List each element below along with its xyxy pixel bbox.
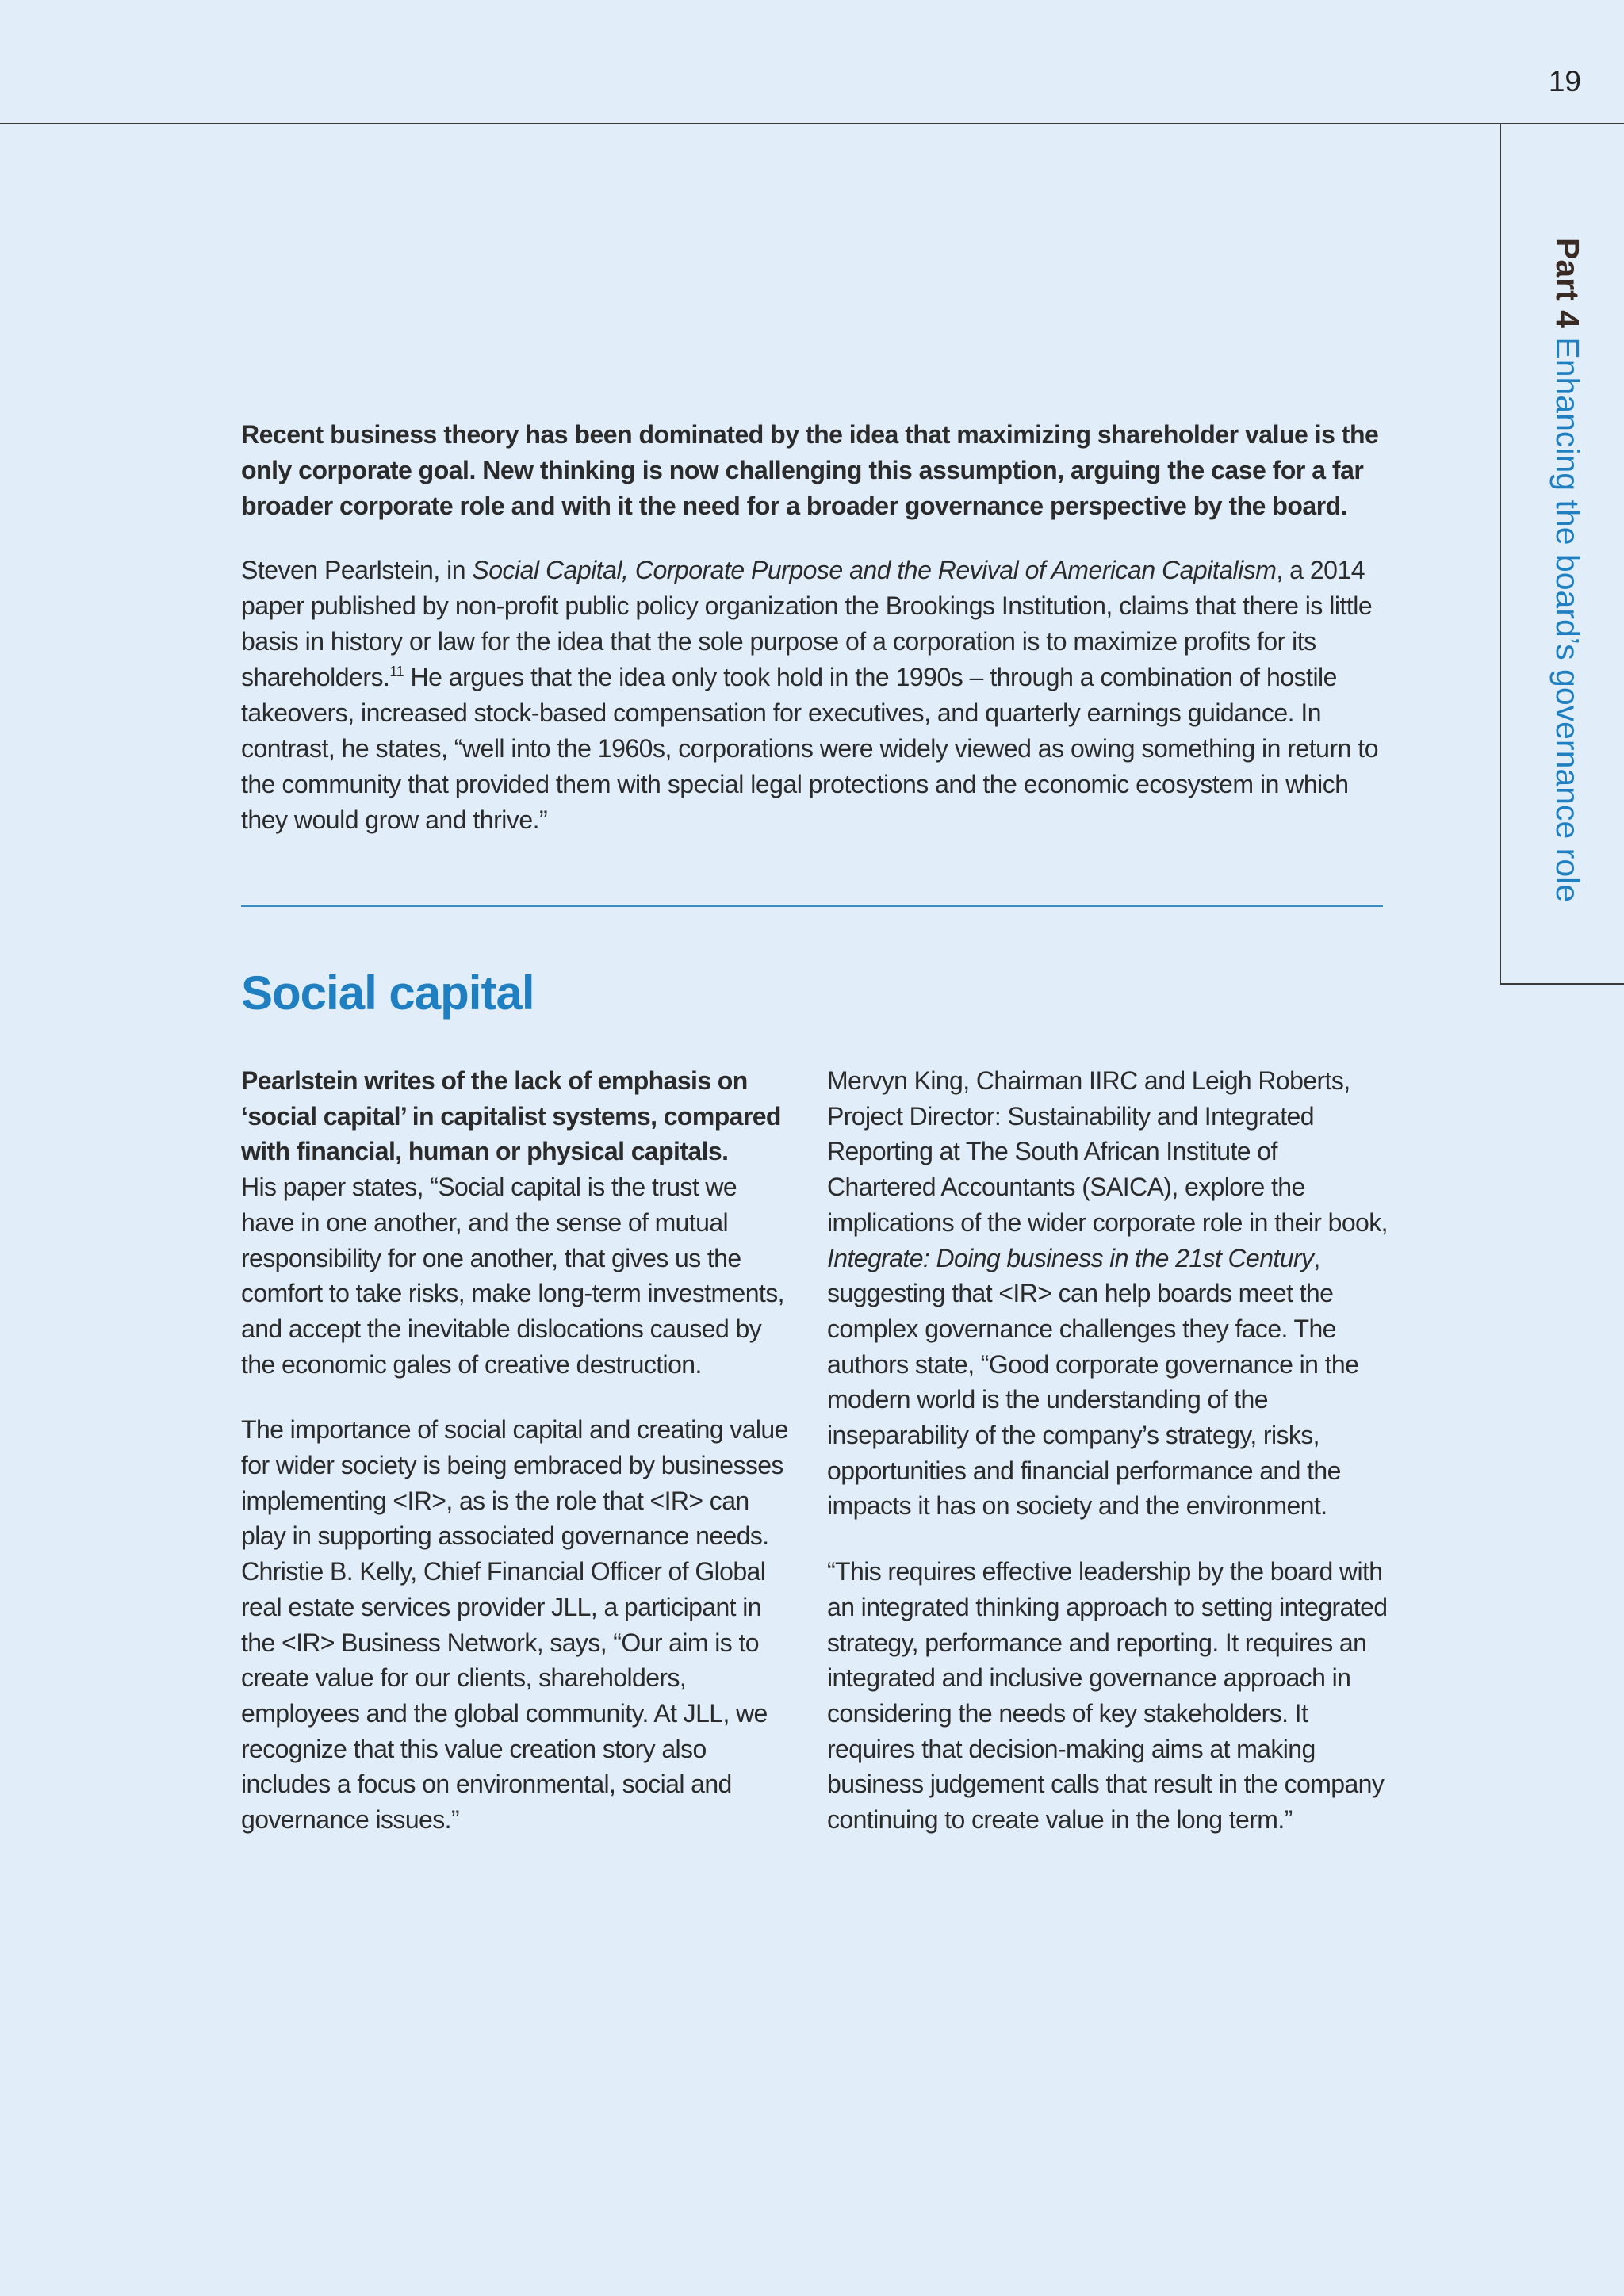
intro-p1-a: Steven Pearlstein, in xyxy=(241,556,473,584)
intro-paragraph xyxy=(241,553,1383,838)
intro-p1-title: Social Capital, Corporate Purpose and the Revival of American Capitalism xyxy=(472,556,1277,584)
left-column xyxy=(241,1063,796,1868)
page-number: 19 xyxy=(1548,65,1581,98)
intro-lead: Recent business theory has been dominated by the idea that maximizing shareholder value is the only corporate goal. New thinking is now challenging this assumption, arguing the case for a far broader corporate role and with it the need for a broader governance perspective by the board. xyxy=(241,420,1379,520)
right-p1-b: , suggesting that <IR> can help boards meet the complex governance challenges they face. The authors state, “Good corporate governance in the modern world is the understanding of the inseparability of the company’s strategy, risks, opportunities and financial performance and the impacts it has on society and the environment. xyxy=(827,1243,1359,1521)
right-column xyxy=(827,1063,1390,1868)
right-p1-title: Integrate: Doing business in the 21st Century xyxy=(827,1243,1314,1272)
right-paragraph-1 xyxy=(827,1063,1390,1524)
right-paragraph-2: “This requires effective leadership by the board with an integrated thinking approach to setting integrated strategy, performance and reporting. It requires an integrated and inclusive governance approach in considering the needs of key stakeholders. It requires that decision-making aims at making business judgement calls that result in the company continuing to create value in the long term.” xyxy=(827,1557,1388,1835)
section-divider xyxy=(241,905,1383,907)
left-paragraph-2: The importance of social capital and creating value for wider society is being embraced by businesses implementing <IR>, as is the role that <IR> can play in supporting associated governance needs. Christie B. Kelly, Chief Financial Officer of Global real estate services provider JLL, a participant in the <IR> Business Network, says, “Our aim is to create value for our clients, shareholders, employees and the global community. At JLL, we recognize that this value creation story also includes a focus on environmental, social and governance issues.” xyxy=(241,1415,788,1835)
part-label: Part 4 xyxy=(1549,238,1586,328)
right-p1-a: Mervyn King, Chairman IIRC and Leigh Roberts, Project Director: Sustainability and Integrated Reporting at The South African Institute of Chartered Accountants (SAICA), explore the implications of the wider corporate role in their book, xyxy=(827,1066,1388,1237)
part-title: Enhancing the board’s governance role xyxy=(1549,327,1586,903)
left-p1-text: His paper states, “Social capital is the trust we have in one another, and the sense of mutual responsibility for one another, that gives us the comfort to take risks, make long-term investments, and accept the inevitable dislocations caused by the economic gales of creative destruction. xyxy=(241,1173,784,1379)
header-rule xyxy=(0,123,1624,124)
section-heading: Social capital xyxy=(241,966,534,1020)
intro-p1-b: , a 2014 paper published by non-profit public policy organization the Brookings Institution, claims that there is little basis in history or law for the idea that the sole purpose of a corporation is to maximize profits for its shareholders. xyxy=(241,556,1373,691)
footnote-ref: 11 xyxy=(389,664,404,679)
left-p1-bold: Pearlstein writes of the lack of emphasis on ‘social capital’ in capitalist systems, compared with financial, human or physical capitals. xyxy=(241,1066,781,1166)
left-paragraph-1 xyxy=(241,1063,796,1382)
section-tab-label xyxy=(1544,238,1591,902)
intro-p1-c: He argues that the idea only took hold in the 1990s – through a combination of hostile takeovers, increased stock-based compensation for executives, and quarterly earnings guidance. In contrast, he states, “well into the 1960s, corporations were widely viewed as owing something in return to the community that provided them with special legal protections and the economic ecosystem in which they would grow and thrive.” xyxy=(241,663,1378,834)
